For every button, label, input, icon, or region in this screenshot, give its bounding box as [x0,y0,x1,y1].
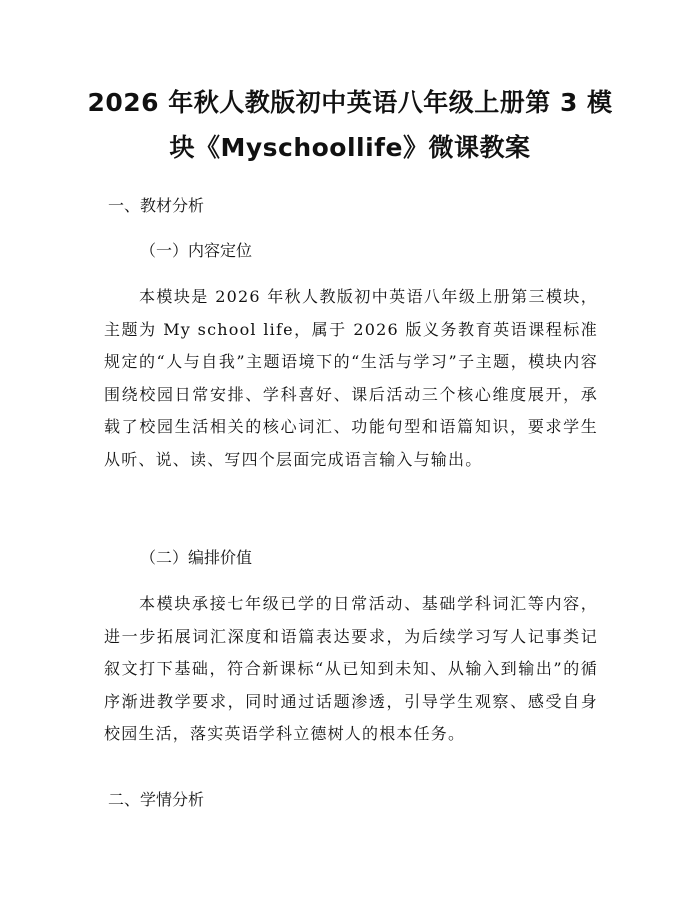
paragraph-arrangement-value: 本模块承接七年级已学的日常活动、基础学科词汇等内容，进一步拓展词汇深度和语篇表达要求，为后续学习写人记事类记叙文打下基础，符合新课标“从已知到未知、从输入到输出”的循序渐进教学要求，同时通过话题渗透，引导学生观察、感受自身校园生活，落实英语学科立德树人的根本任务。 [104,594,598,743]
subsection-heading-arrangement-value: （二）编排价值 [140,548,253,567]
section-heading-learner-analysis: 二、学情分析 [108,790,205,809]
subsection-heading-content-positioning: （一）内容定位 [140,241,253,260]
paragraph-content-positioning: 本模块是 2026 年秋人教版初中英语八年级上册第三模块，主题为 My school life，属于 2026 版义务教育英语课程标准规定的“人与自我”主题语境下的“生活与学习”子主题，模块内容围绕校园日常安排、学科喜好、课后活动三个核心维度展开，承载了校园生活相关的核心词汇、功能句型和语篇知识，要求学生从听、说、读、写四个层面完成语言输入与输出。 [104,287,598,469]
section-heading-textbook-analysis: 一、教材分析 [108,196,205,215]
document-title-line-2: 块《Myschoollife》微课教案 [169,133,531,162]
document-title-line-1: 2026 年秋人教版初中英语八年级上册第 3 模 [87,88,613,117]
